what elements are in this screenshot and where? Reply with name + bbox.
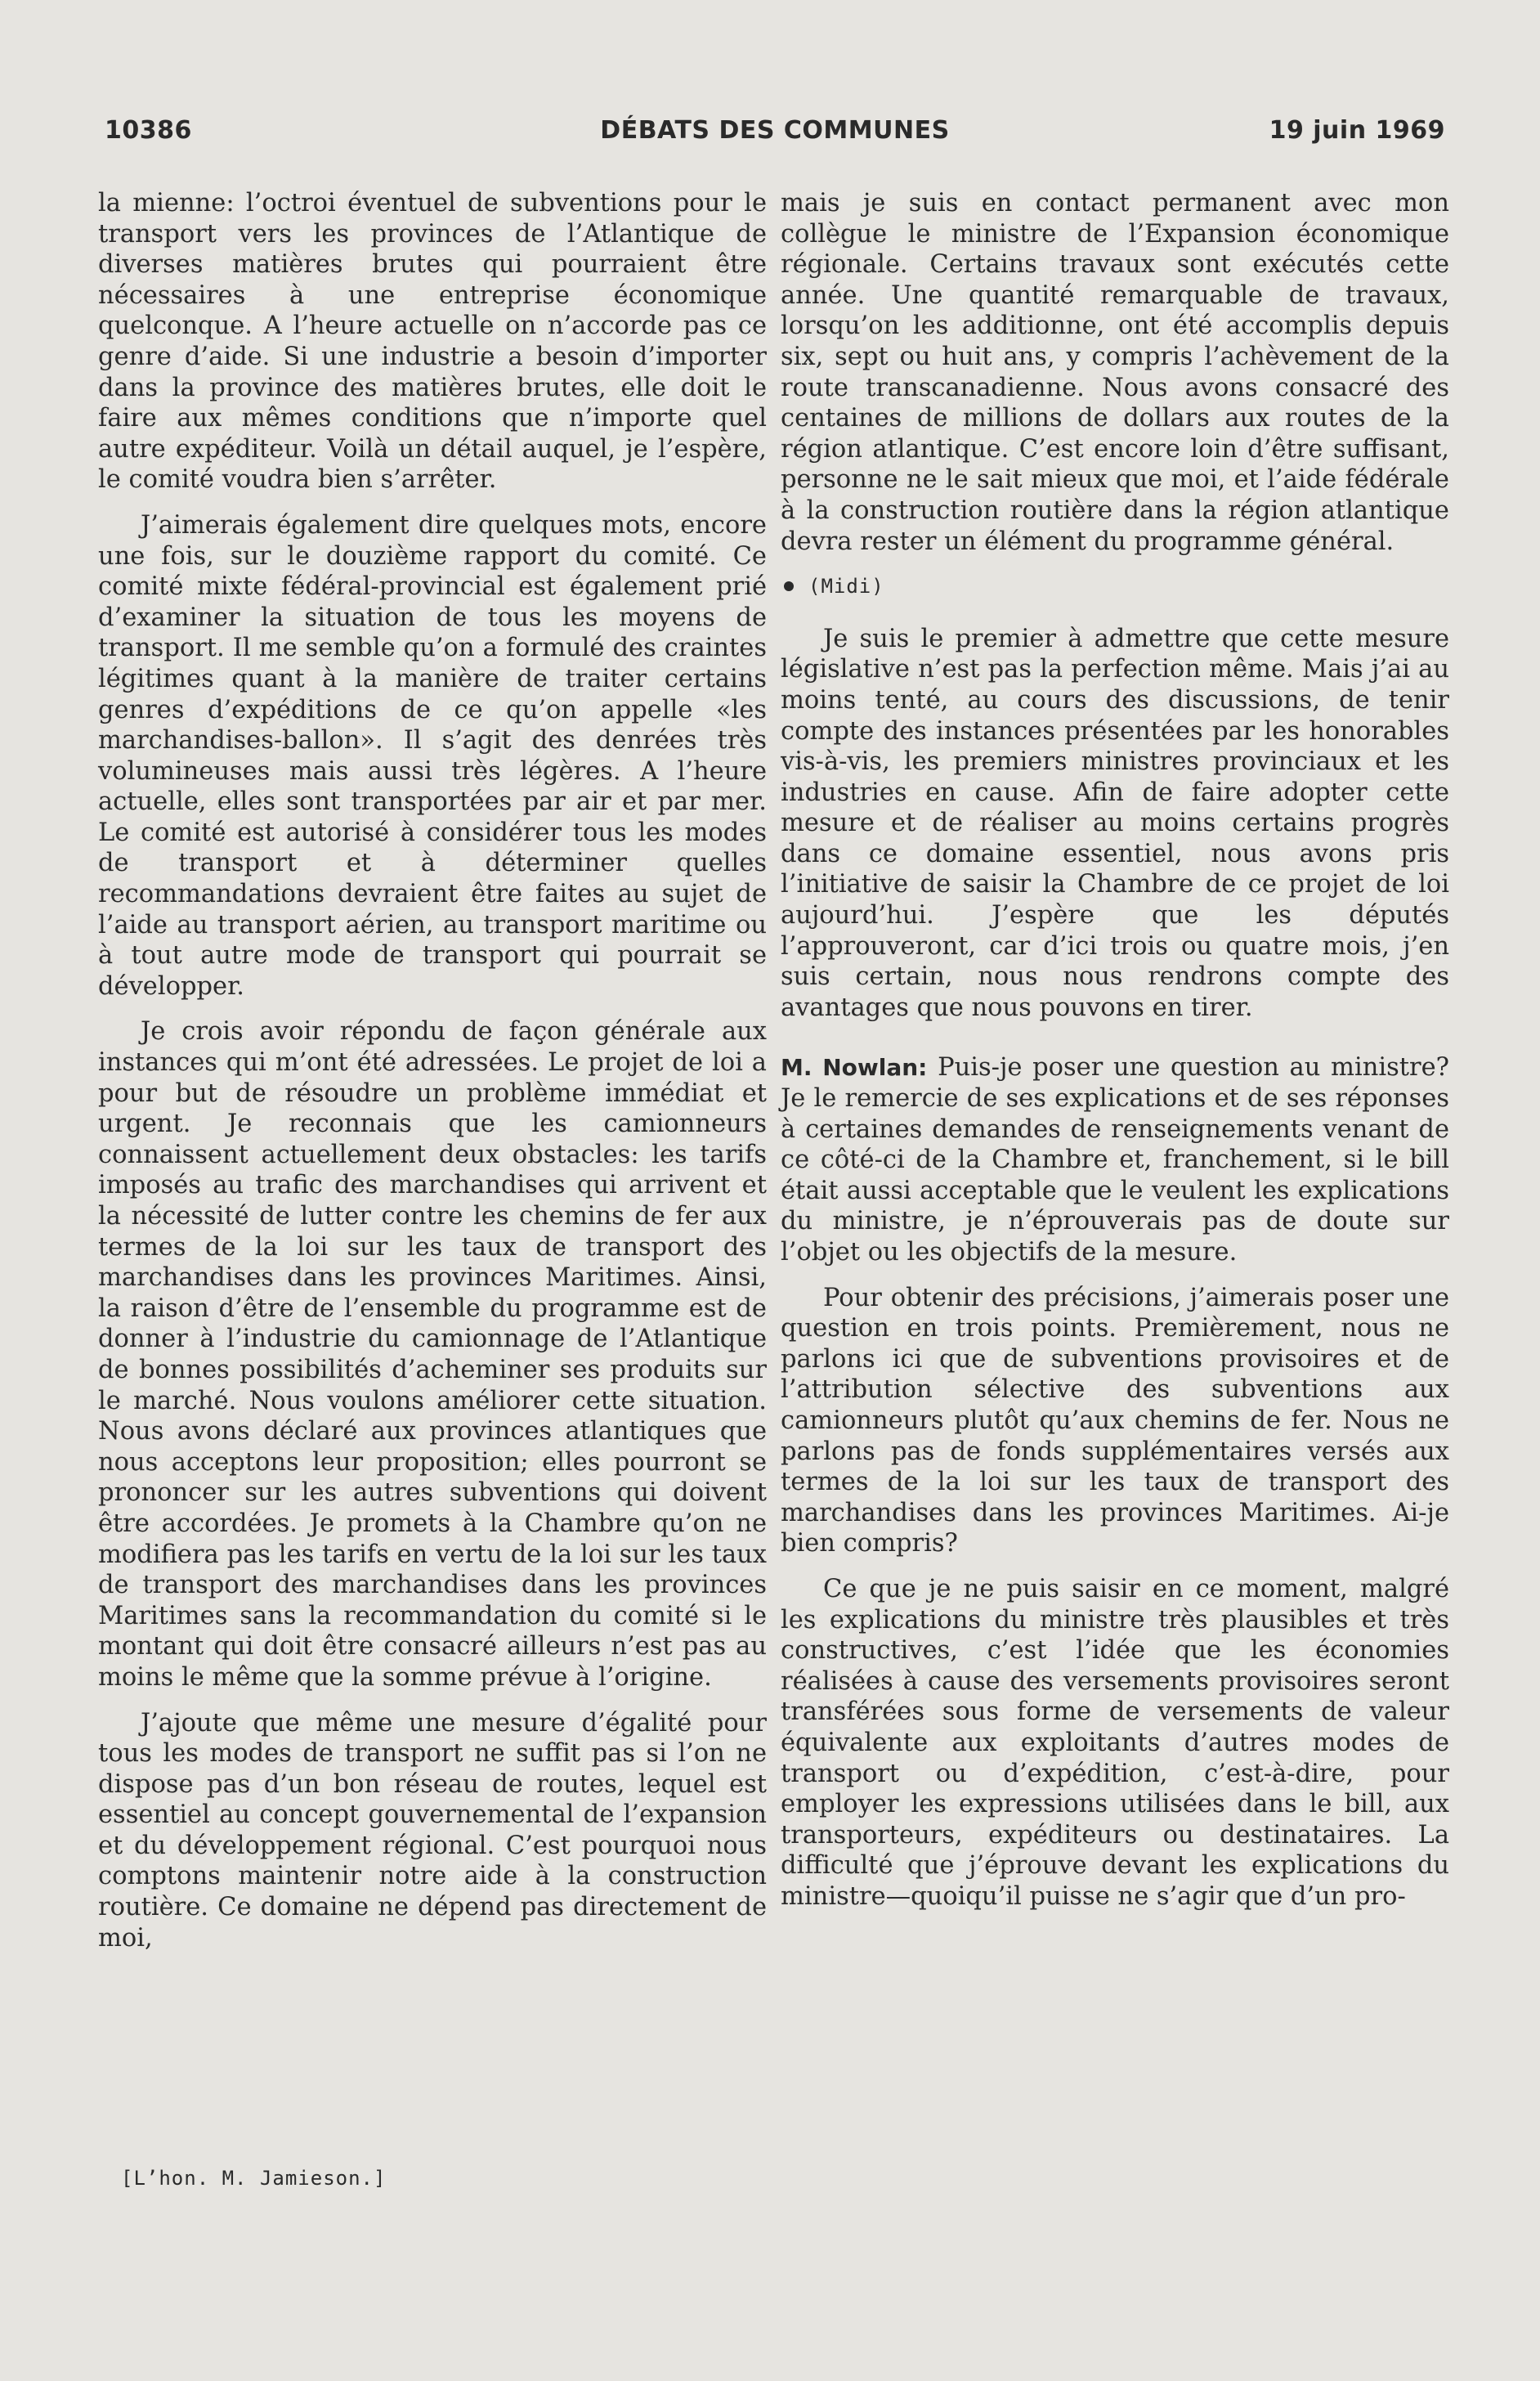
paragraph: Je crois avoir répondu de façon générale aux instances qui m’ont été adressées. Le projet de loi a pour but de résoudre un problème immédiat et urgent. Je reconnais que les camionneurs connaissent actuellement deux obstacles: les tarifs imposés au trafic des marchandises qui arrivent et la nécessité de lutter contre les chemins de fer aux termes de la loi sur les taux de transport des marchandises dans les provinces Maritimes. Ainsi, la raison d’être de l’ensemble du programme est de donner à l’industrie du camionnage de l’Atlantique de bonnes possibilités d’acheminer ses produits sur le marché. Nous voulons améliorer cette situation. Nous avons déclaré aux provinces atlantiques que nous acceptons leur proposition; elles pourront se prononcer sur les autres subventions qui doivent être accordées. Je promets à la Chambre qu’on ne modifiera pas les tarifs en vertu de la loi sur les taux de transport des marchandises dans les provinces Maritimes sans la recommandation du comité si le montant qui doit être consacré ailleurs n’est pas au moins le même que la somme prévue à l’origine. [98, 1017, 767, 1692]
bullet-icon [784, 581, 794, 591]
paragraph: la mienne: l’octroi éventuel de subventions pour le transport vers les provinces de l’Atlantique de diverses matières brutes qui pourraient être nécessaires à une entreprise économique quelconque. A l’heure actuelle on n’accorde pas ce genre d’aide. Si une industrie a besoin d’importer dans la province des matières brutes, elle doit le faire aux mêmes conditions que n’importe quel autre expéditeur. Voilà un détail auquel, je l’espère, le comité voudra bien s’arrêter. [98, 189, 767, 495]
speaker-attribution: [L’hon. M. Jamieson.] [121, 2167, 387, 2190]
paragraph: J’ajoute que même une mesure d’égalité pour tous les modes de transport ne suffit pas si l’on ne dispose pas d’un bon réseau de routes, lequel est essentiel au concept gouvernemental de l’expansion et du développement régional. C’est pourquoi nous comptons maintenir notre aide à la construction routière. Ce domaine ne dépend pas directement de moi, [98, 1708, 767, 1953]
publication-date: 19 juin 1969 [1269, 116, 1445, 145]
right-column [781, 188, 1449, 1926]
paragraph: J’aimerais également dire quelques mots, encore une fois, sur le douzième rapport du comité. Ce comité mixte fédéral-provincial est également prié d’examiner la situation de tous les moyens de transport. Il me semble qu’on a formulé des craintes légitimes quant à la manière de traiter certains genres d’expéditions de ce qu’on appelle «les marchandises-ballon». Il s’agit des denrées très volumineuses mais aussi très légères. A l’heure actuelle, elles sont transportées par air et par mer. Le comité est autorisé à considérer tous les modes de transport et à déterminer quelles recommandations devraient être faites au sujet de l’aide au transport aérien, au transport maritime ou à tout autre mode de transport qui pourrait se développer. [98, 510, 767, 1001]
paragraph: Ce que je ne puis saisir en ce moment, malgré les explications du ministre très plausibles et très constructives, c’est l’idée que les économies réalisées à cause des versements provisoires seront transférées sous forme de versements de valeur équivalente aux exploitants d’autres modes de transport ou d’expédition, c’est-à-dire, pour employer les expressions utilisées dans le bill, aux transporteurs, expéditeurs ou destinataires. La difficulté que j’éprouve devant les explications du ministre—quoiqu’il puisse ne s’agir que d’un pro- [781, 1574, 1449, 1911]
time-marker-label: (Midi) [808, 575, 884, 599]
time-marker [781, 572, 1449, 603]
page-number: 10386 [105, 116, 192, 145]
publication-title: DÉBATS DES COMMUNES [600, 116, 950, 145]
speaker-paragraph [781, 1052, 1449, 1267]
left-column [98, 188, 767, 1968]
paragraph: Je suis le premier à admettre que cette mesure législative n’est pas la perfection même. Mais j’ai au moins tenté, au cours des discussions, de tenir compte des instances présentées par les honorables vis-à-vis, les premiers ministres provinciaux et les industries en cause. Afin de faire adopter cette mesure et de réaliser au moins certains progrès dans ce domaine essentiel, nous avons pris l’initiative de saisir la Chambre de ce projet de loi aujourd’hui. J’espère que les députés l’approuveront, car d’ici trois ou quatre mois, j’en suis certain, nous nous rendrons compte des avantages que nous pouvons en tirer. [781, 624, 1449, 1022]
speaker-name: M. Nowlan: [781, 1054, 928, 1082]
page-header [105, 116, 1445, 157]
paragraph: Pour obtenir des précisions, j’aimerais poser une question en trois points. Premièrement, nous ne parlons ici que de subventions provisoires et de l’attribution sélective des subventions aux camionneurs plutôt qu’aux chemins de fer. Nous ne parlons pas de fonds supplémentaires versés aux termes de la loi sur les taux de transport des marchandises dans les provinces Maritimes. Ai-je bien compris? [781, 1283, 1449, 1558]
speaker-text: Puis-je poser une question au ministre? Je le remercie de ses explications et de ses réponses à certaines demandes de renseignements venant de ce côté-ci de la Chambre et, franchement, si le bill était aussi acceptable que le veulent les explications du ministre, je n’éprouverais pas de doute sur l’objet ou les objectifs de la mesure. [781, 1053, 1449, 1267]
paragraph: mais je suis en contact permanent avec mon collègue le ministre de l’Expansion économique régionale. Certains travaux sont exécutés cette année. Une quantité remarquable de travaux, lorsqu’on les additionne, ont été accomplis depuis six, sept ou huit ans, y compris l’achèvement de la route transcanadienne. Nous avons consacré des centaines de millions de dollars aux routes de la région atlantique. C’est encore loin d’être suffisant, personne ne le sait mieux que moi, et l’aide fédérale à la construction routière dans la région atlantique devra rester un élément du programme général. [781, 189, 1449, 556]
